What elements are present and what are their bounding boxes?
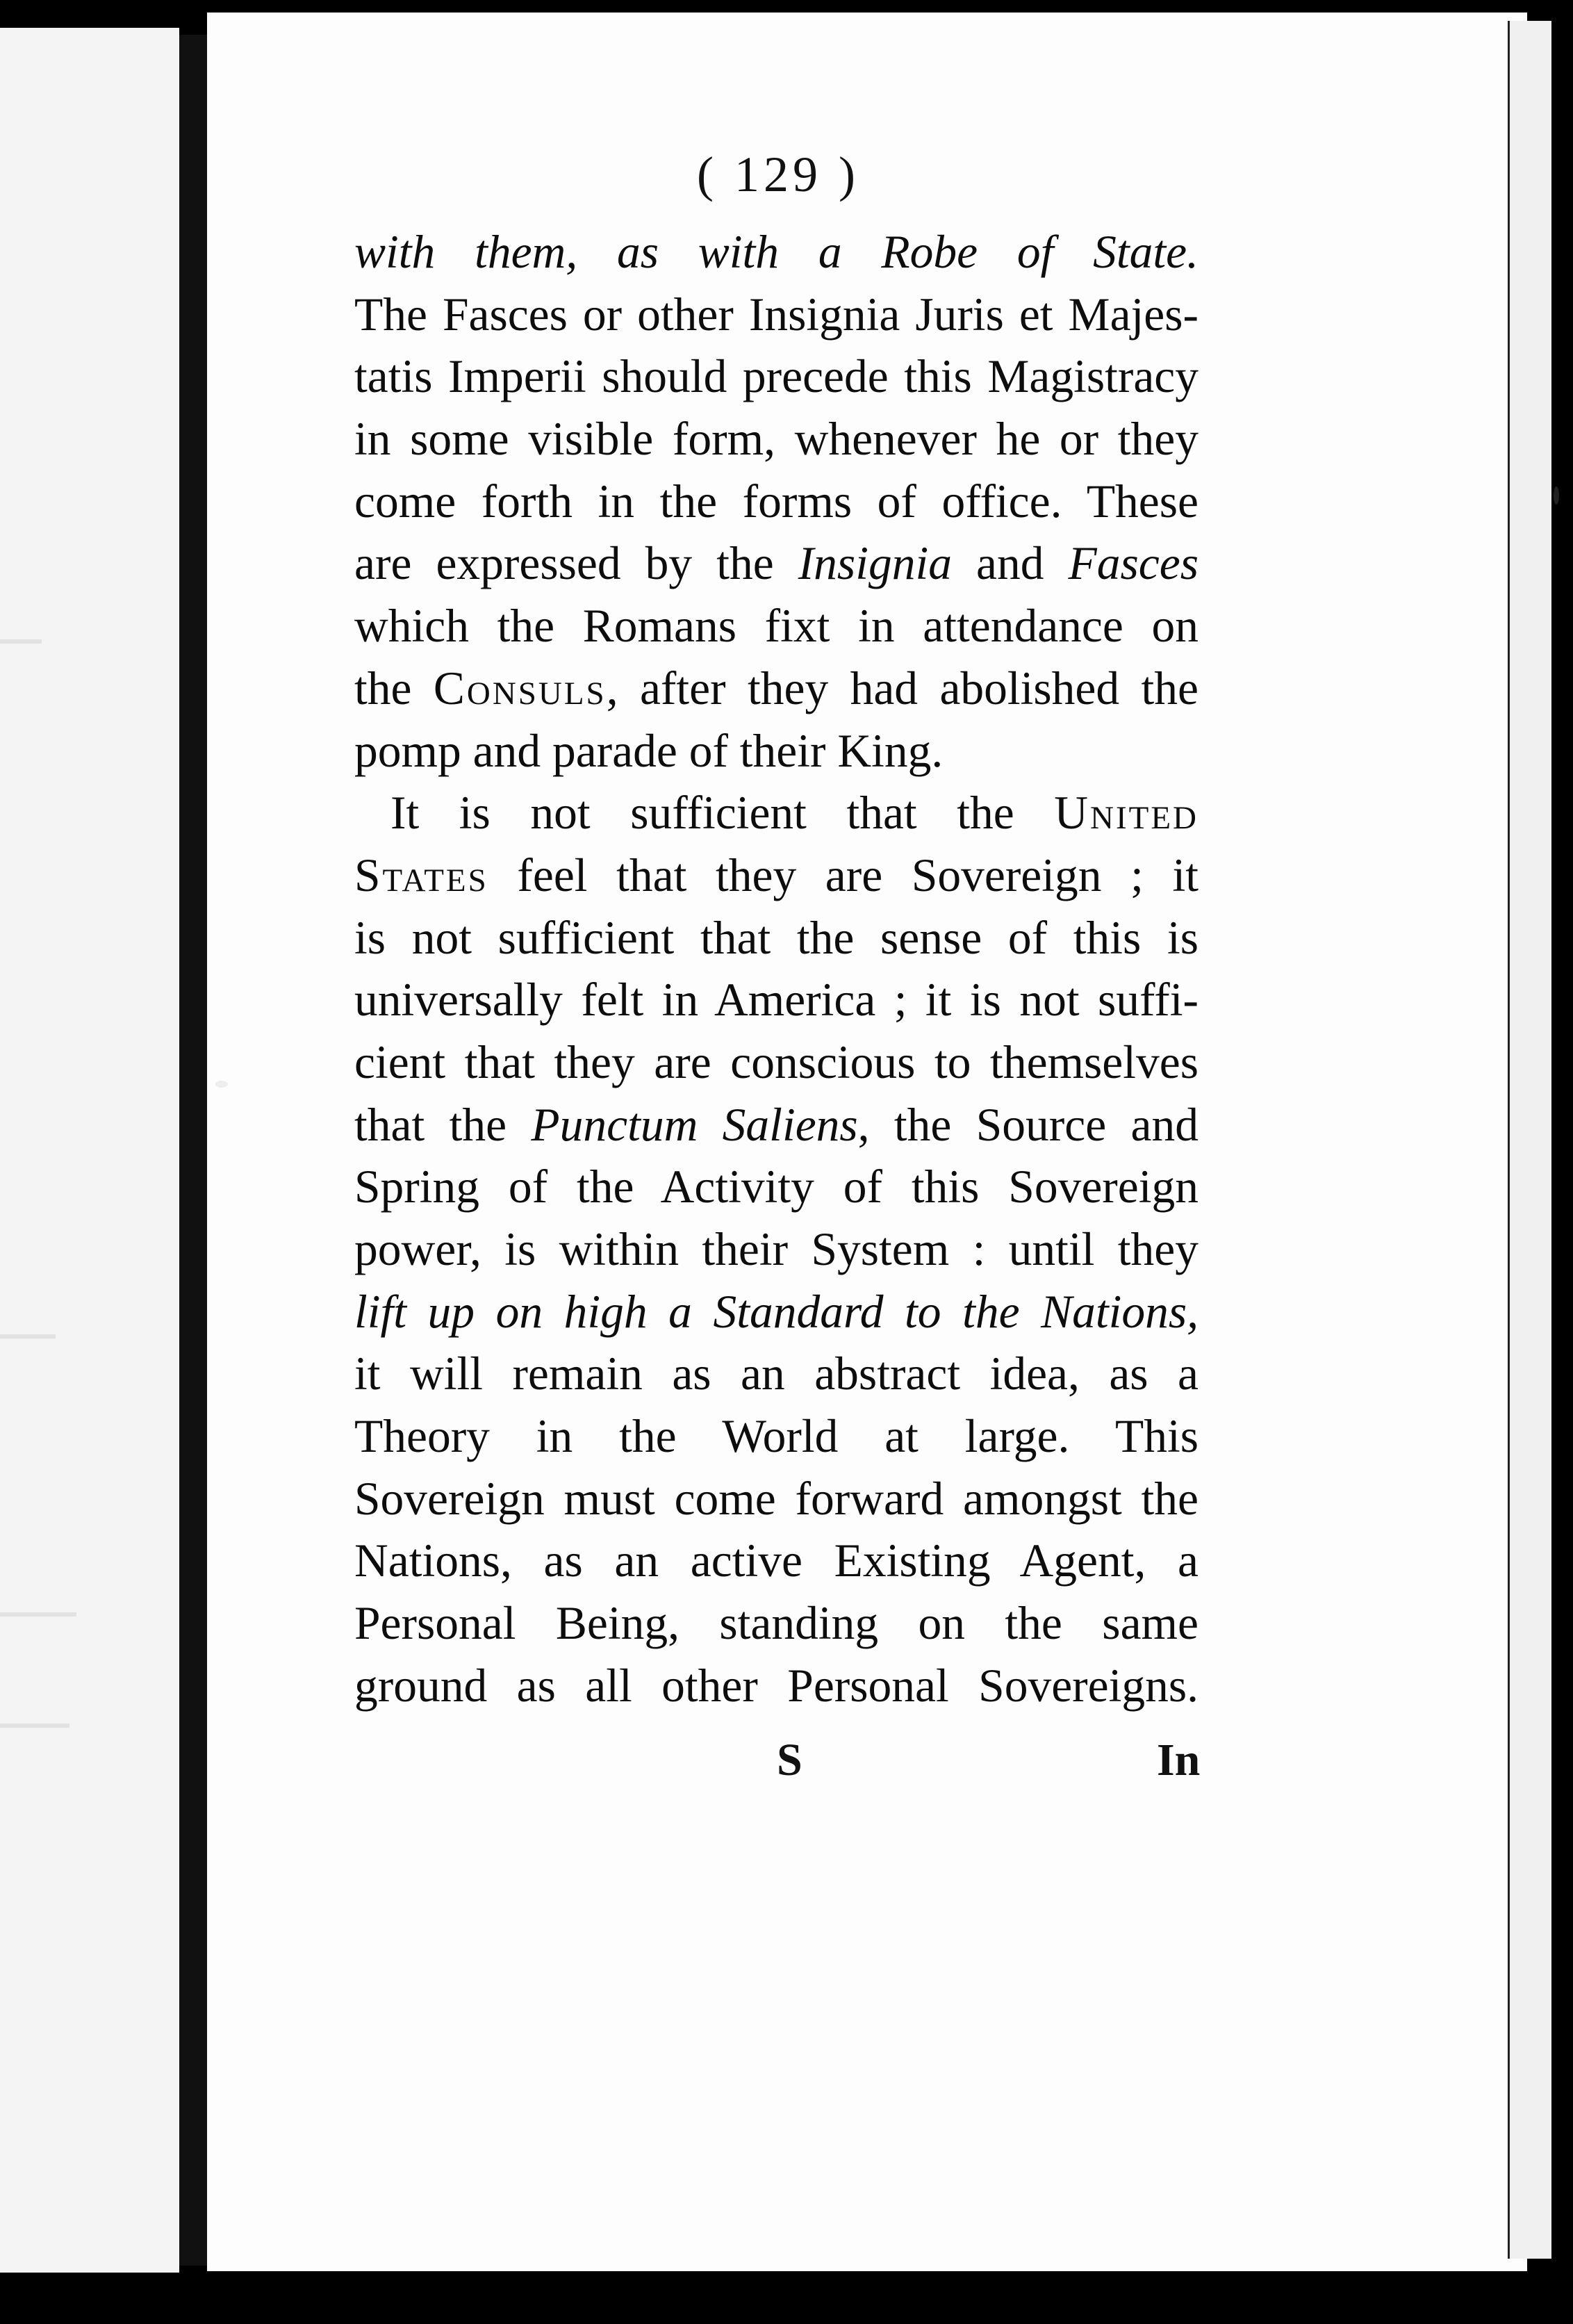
text-run: Sovereign must come forward amongst the — [354, 1472, 1199, 1525]
small-caps-text: Consuls — [433, 662, 607, 714]
text-run: cient that they are conscious to themselves — [354, 1036, 1199, 1088]
text-line — [354, 408, 1199, 470]
text-run: it will remain as an abstract idea, as a — [354, 1348, 1199, 1400]
text-run: feel that they are Sovereign ; it — [488, 849, 1199, 901]
text-run: Theory in the World at large. This — [354, 1410, 1199, 1463]
text-line — [354, 1592, 1199, 1655]
italic-text: Insignia — [798, 537, 952, 590]
small-caps-text: United — [1054, 787, 1199, 840]
text-line — [354, 1281, 1199, 1343]
bleed-through-mark — [0, 1612, 76, 1617]
text-run: is not sufficient that the sense of this is — [354, 911, 1199, 964]
text-line — [354, 844, 1199, 907]
text-line — [354, 345, 1199, 408]
text-line — [354, 1031, 1199, 1094]
small-caps-text: States — [354, 849, 488, 901]
italic-text: with them, as with a Robe of State. — [354, 226, 1199, 278]
text-line — [354, 1655, 1199, 1717]
text-run: It is not sufficient that the — [390, 787, 1055, 840]
text-line — [354, 595, 1199, 657]
scan-speck — [215, 1081, 228, 1088]
text-run: ground as all other Personal Sovereigns. — [354, 1659, 1199, 1712]
facing-page-edge — [0, 28, 179, 2273]
text-line — [354, 1094, 1199, 1156]
page-body-text — [354, 221, 1199, 1717]
text-run: in some visible form, whenever he or they — [354, 413, 1199, 466]
italic-text: lift up on high a Standard to the Nations, — [354, 1285, 1199, 1338]
text-run: power, is within their System : until they — [354, 1223, 1199, 1275]
text-line — [354, 470, 1199, 533]
text-line — [354, 1405, 1199, 1468]
text-run: the — [354, 662, 434, 714]
text-run: come forth in the forms of office. These — [354, 475, 1199, 527]
text-line — [354, 284, 1199, 346]
text-line — [354, 657, 1199, 720]
signature-mark: S — [777, 1735, 802, 1785]
text-line — [354, 969, 1199, 1031]
text-line — [354, 1468, 1199, 1530]
text-run: universally felt in America ; it is not suffi- — [354, 974, 1199, 1026]
text-line — [354, 532, 1199, 595]
text-run: , the Source and — [857, 1098, 1199, 1151]
italic-text: Punctum Saliens — [531, 1098, 858, 1151]
page-number: ( 129 ) — [697, 147, 859, 202]
text-run: that the — [354, 1098, 532, 1151]
text-run: The Fasces or other Insignia Juris et Majes- — [354, 288, 1199, 341]
text-line — [354, 1218, 1199, 1281]
text-run: which the Romans fixt in attendance on — [354, 600, 1199, 653]
text-run: , after they had abolished the — [606, 662, 1199, 714]
scan-speck — [1554, 486, 1559, 505]
text-run: Personal Being, standing on the same — [354, 1597, 1199, 1650]
bleed-through-mark — [0, 639, 42, 644]
text-run: are expressed by the — [354, 537, 798, 590]
text-run: pomp and parade of their King. — [354, 724, 944, 777]
text-run: and — [951, 537, 1069, 590]
text-line — [354, 1343, 1199, 1405]
text-line — [354, 720, 1199, 783]
text-run: Spring of the Activity of this Sovereign — [354, 1161, 1199, 1213]
book-gutter — [179, 35, 207, 2266]
text-line — [354, 782, 1199, 844]
catchword: In — [1157, 1735, 1201, 1785]
bleed-through-mark — [0, 1334, 56, 1339]
text-line — [354, 221, 1199, 284]
bleed-through-mark — [0, 1724, 69, 1728]
text-line — [354, 1530, 1199, 1592]
text-line — [354, 907, 1199, 969]
page-edge-shadow — [1508, 21, 1551, 2259]
text-line — [354, 1156, 1199, 1218]
italic-text: Fasces — [1068, 537, 1199, 590]
text-run: tatis Imperii should precede this Magistracy — [354, 350, 1199, 403]
text-run: Nations, as an active Existing Agent, a — [354, 1535, 1199, 1587]
